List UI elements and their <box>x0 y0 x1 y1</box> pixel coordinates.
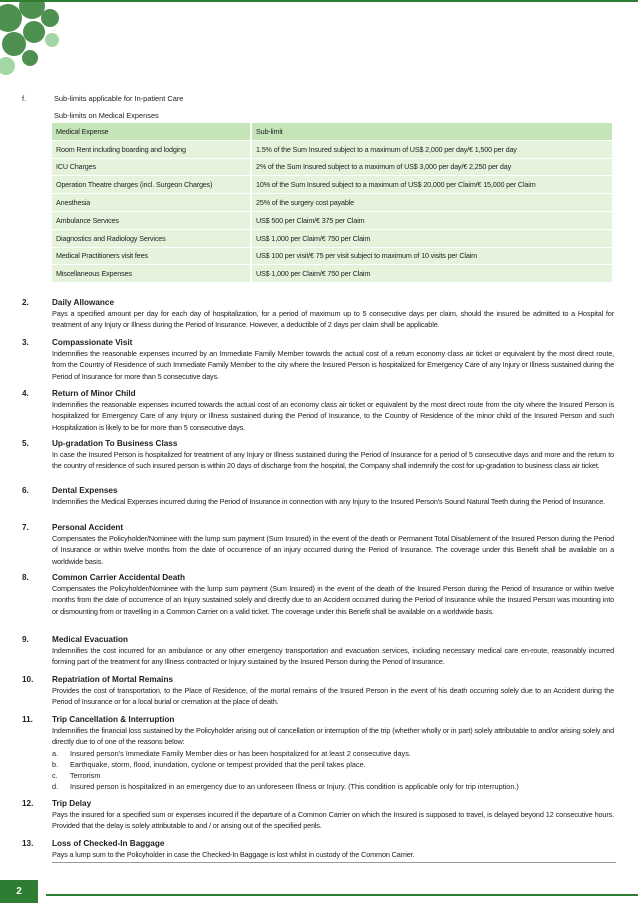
item-title: Trip Cancellation & Interruption <box>52 715 175 724</box>
item-number: 5. <box>22 439 29 448</box>
table-row <box>52 247 612 265</box>
benefit-item-upgradation <box>22 438 614 472</box>
table-row <box>52 229 612 247</box>
item-title: Common Carrier Accidental Death <box>52 573 186 582</box>
benefit-item-trip-delay <box>22 798 614 832</box>
list-item <box>52 759 614 770</box>
table-cell: Room Rent including boarding and lodging <box>52 140 251 158</box>
benefit-item-repatriation <box>22 674 614 708</box>
table-cell: 10% of the Sum Insured subject to a maximum of US$ 20,000 per Claim/€ 15,000 per Claim <box>251 176 612 194</box>
item-number: 7. <box>22 523 29 532</box>
list-letter: a. <box>52 748 59 758</box>
item-number: 12. <box>22 799 34 808</box>
item-body: Indemnifies the financial loss sustained by the Policyholder arising out of cancellation or interruption of the trip (whether wholly or in part) solely attributable to and/or arising solely and directly due to of one of the reasons below: <box>52 726 614 747</box>
table-header-cell: Medical Expense <box>52 123 251 140</box>
table-row <box>52 140 612 158</box>
section-letter: f. <box>22 94 27 103</box>
item-body: Indemnifies the reasonable expenses incurred by an Immediate Family Member towards the actual cost of a return economy class air ticket or equivalent by the most direct route, from the Country of Residence of such Immediate Family Member to the city where the Insured Person is hospitalized for Emergency Care of any Injury or Illness sustained during the Period of Insurance for more than 5 consecutive days. <box>52 349 614 381</box>
list-item <box>52 748 614 759</box>
benefit-item-checked-in-baggage <box>22 838 614 860</box>
item-title: Loss of Checked-In Baggage <box>52 839 165 848</box>
table-cell: 1.5% of the Sum Insured subject to a maximum of US$ 2,000 per day/€ 1,500 per day <box>251 140 612 158</box>
content-divider <box>52 862 616 863</box>
item-number: 13. <box>22 839 34 848</box>
sub-limits-table <box>52 123 612 283</box>
item-title: Medical Evacuation <box>52 635 128 644</box>
table-row <box>52 265 612 283</box>
benefit-item-trip-cancellation <box>22 714 614 792</box>
table-cell: 25% of the surgery cost payable <box>251 194 612 212</box>
section-subtitle: Sub-limits on Medical Expenses <box>54 111 159 120</box>
footer-line <box>46 894 638 896</box>
table-cell: Diagnostics and Radiology Services <box>52 229 251 247</box>
reasons-list <box>52 748 614 793</box>
item-body: Indemnifies the cost incurred for an ambulance or any other emergency transportation and evacuation services, including necessary medical care en-route, reasonably incurred forming part of the treatment for any Illness contracted or Injury sustained by the Insured Person during the Period of Insurance. <box>52 646 614 667</box>
table-row <box>52 194 612 212</box>
benefit-item-compassionate-visit <box>22 337 614 382</box>
item-body: Pays a specified amount per day for each day of hospitalization, for a period of maximum up to 5 consecutive days per claim, should the insured be admitted to a Hospital for treatment of any Injury or Illness during the Period of Insurance. However, a deductible of 2 days per claim shall be applicable. <box>52 309 614 330</box>
page-number: 2 <box>0 880 38 903</box>
table-cell: Miscellaneous Expenses <box>52 265 251 283</box>
item-number: 10. <box>22 675 34 684</box>
item-number: 9. <box>22 635 29 644</box>
table-cell: US$ 500 per Claim/€ 375 per Claim <box>251 211 612 229</box>
list-text: Insured person is hospitalized in an emergency due to an unforeseen Illness or Injury. (This condition is applicable only for trip interruption.) <box>70 782 519 792</box>
item-body: Pays the insured for a specified sum or expenses incurred if the departure of a Common Carrier on which the Insured is supposed to travel, is delayed beyond 12 consecutive hours. Provided that the delay is solely attributable to and / or arising out of the specified perils. <box>52 810 614 831</box>
item-title: Up-gradation To Business Class <box>52 439 178 448</box>
benefit-item-daily-allowance <box>22 297 614 331</box>
item-body: Indemnifies the Medical Expenses incurred during the Period of Insurance in connection with any Injury to the Insured Person's Sound Natural Teeth during the Period of Insurance. <box>52 497 605 507</box>
table-cell: US$ 1,000 per Claim/€ 750 per Claim <box>251 265 612 283</box>
table-header-cell: Sub-limit <box>251 123 612 140</box>
item-title: Return of Minor Child <box>52 389 136 398</box>
list-item <box>52 781 614 792</box>
section-title: Sub-limits applicable for In-patient Care <box>54 94 184 103</box>
table-cell: Medical Practitioners visit fees <box>52 247 251 265</box>
list-item <box>52 770 614 781</box>
benefit-item-return-of-minor-child <box>22 388 614 433</box>
item-body: In case the Insured Person is hospitalized for treatment of any Injury or Illness sustained during the Period of Insurance for a period of 5 consecutive days and more and the return to the country of residence of such insured person is within 20 days of discharge from the hospital, the Company shall indemnify the cost for up-gradation to business class air ticket. <box>52 450 614 471</box>
item-number: 4. <box>22 389 29 398</box>
item-body: Compensates the Policyholder/Nominee with the lump sum payment (Sum Insured) in the event of the death or Permanent Total Disablement of the Insured Person during the Period of Insurance or within twelve months from the date of occurrence of an injury occurred during the Period of Insurance. The coverage under this Benefit shall be available on a worldwide basis. <box>52 534 614 566</box>
item-title: Compassionate Visit <box>52 338 133 347</box>
table-cell: 2% of the Sum Insured subject to a maximum of US$ 3,000 per day/€ 2,250 per day <box>251 158 612 176</box>
table-row <box>52 211 612 229</box>
item-body: Indemnifies the reasonable expenses incurred towards the actual cost of an economy class air ticket or equivalent by the most direct route from the city where the Insured Person is hospitalized for Emergency Care of any Injury or Illness sustained during the Period of Insurance, to the Country of Residence of the minor child of the Insured Person and such Hospitalization is likely to be for more than 5 consecutive days. <box>52 400 614 432</box>
list-letter: b. <box>52 759 59 769</box>
list-text: Earthquake, storm, flood, inundation, cyclone or tempest provided that the peril takes place. <box>70 759 366 769</box>
item-number: 3. <box>22 338 29 347</box>
list-text: Insured person's Immediate Family Member dies or has been hospitalized for at least 2 consecutive days. <box>70 748 411 758</box>
table-row <box>52 158 612 176</box>
table-row <box>52 176 612 194</box>
item-title: Daily Allowance <box>52 298 115 307</box>
list-letter: d. <box>52 782 59 792</box>
list-text: Terrorism <box>70 771 101 781</box>
table-cell: Anesthesia <box>52 194 251 212</box>
item-number: 6. <box>22 486 29 495</box>
item-number: 2. <box>22 298 29 307</box>
table-cell: ICU Charges <box>52 158 251 176</box>
table-header-row <box>52 123 612 140</box>
benefit-item-personal-accident <box>22 522 614 567</box>
item-body: Pays a lump sum to the Policyholder in case the Checked-In Baggage is lost whilst in custody of the Common Carrier. <box>52 850 415 860</box>
top-accent-line <box>0 0 638 2</box>
benefit-item-common-carrier <box>22 572 614 617</box>
benefit-item-dental-expenses <box>22 485 614 507</box>
item-number: 11. <box>22 715 33 724</box>
list-letter: c. <box>52 771 58 781</box>
item-body: Compensates the Policyholder/Nominee with the lump sum payment (Sum Insured) in the event of the death of the Insured Person during the Period of Insurance or within twelve months from the date of occurrence of an Injury sustained solely and directly due to an Accident occurred during the Period of Insurance while the Insured Person was mounting into or dismounting from or travelling in a Common Carrier on a valid ticket. The coverage under this Benefit shall be available on a worldwide basis. <box>52 584 614 616</box>
item-title: Dental Expenses <box>52 486 118 495</box>
table-cell: US$ 1,000 per Claim/€ 750 per Claim <box>251 229 612 247</box>
table-cell: Ambulance Services <box>52 211 251 229</box>
table-cell: US$ 100 per visit/€ 75 per visit subject to maximum of 10 visits per Claim <box>251 247 612 265</box>
clover-decoration-icon <box>0 0 70 90</box>
item-number: 8. <box>22 573 29 582</box>
item-body: Provides the cost of transportation, to the Place of Residence, of the mortal remains of the Insured Person in the event of his death occurring solely due to an Accident during the Period of Insurance or for a local burial or cremation at the place of death. <box>52 686 614 707</box>
item-title: Personal Accident <box>52 523 124 532</box>
item-title: Repatriation of Mortal Remains <box>52 675 174 684</box>
item-title: Trip Delay <box>52 799 92 808</box>
table-cell: Operation Theatre charges (incl. Surgeon Charges) <box>52 176 251 194</box>
benefit-item-medical-evacuation <box>22 634 614 668</box>
